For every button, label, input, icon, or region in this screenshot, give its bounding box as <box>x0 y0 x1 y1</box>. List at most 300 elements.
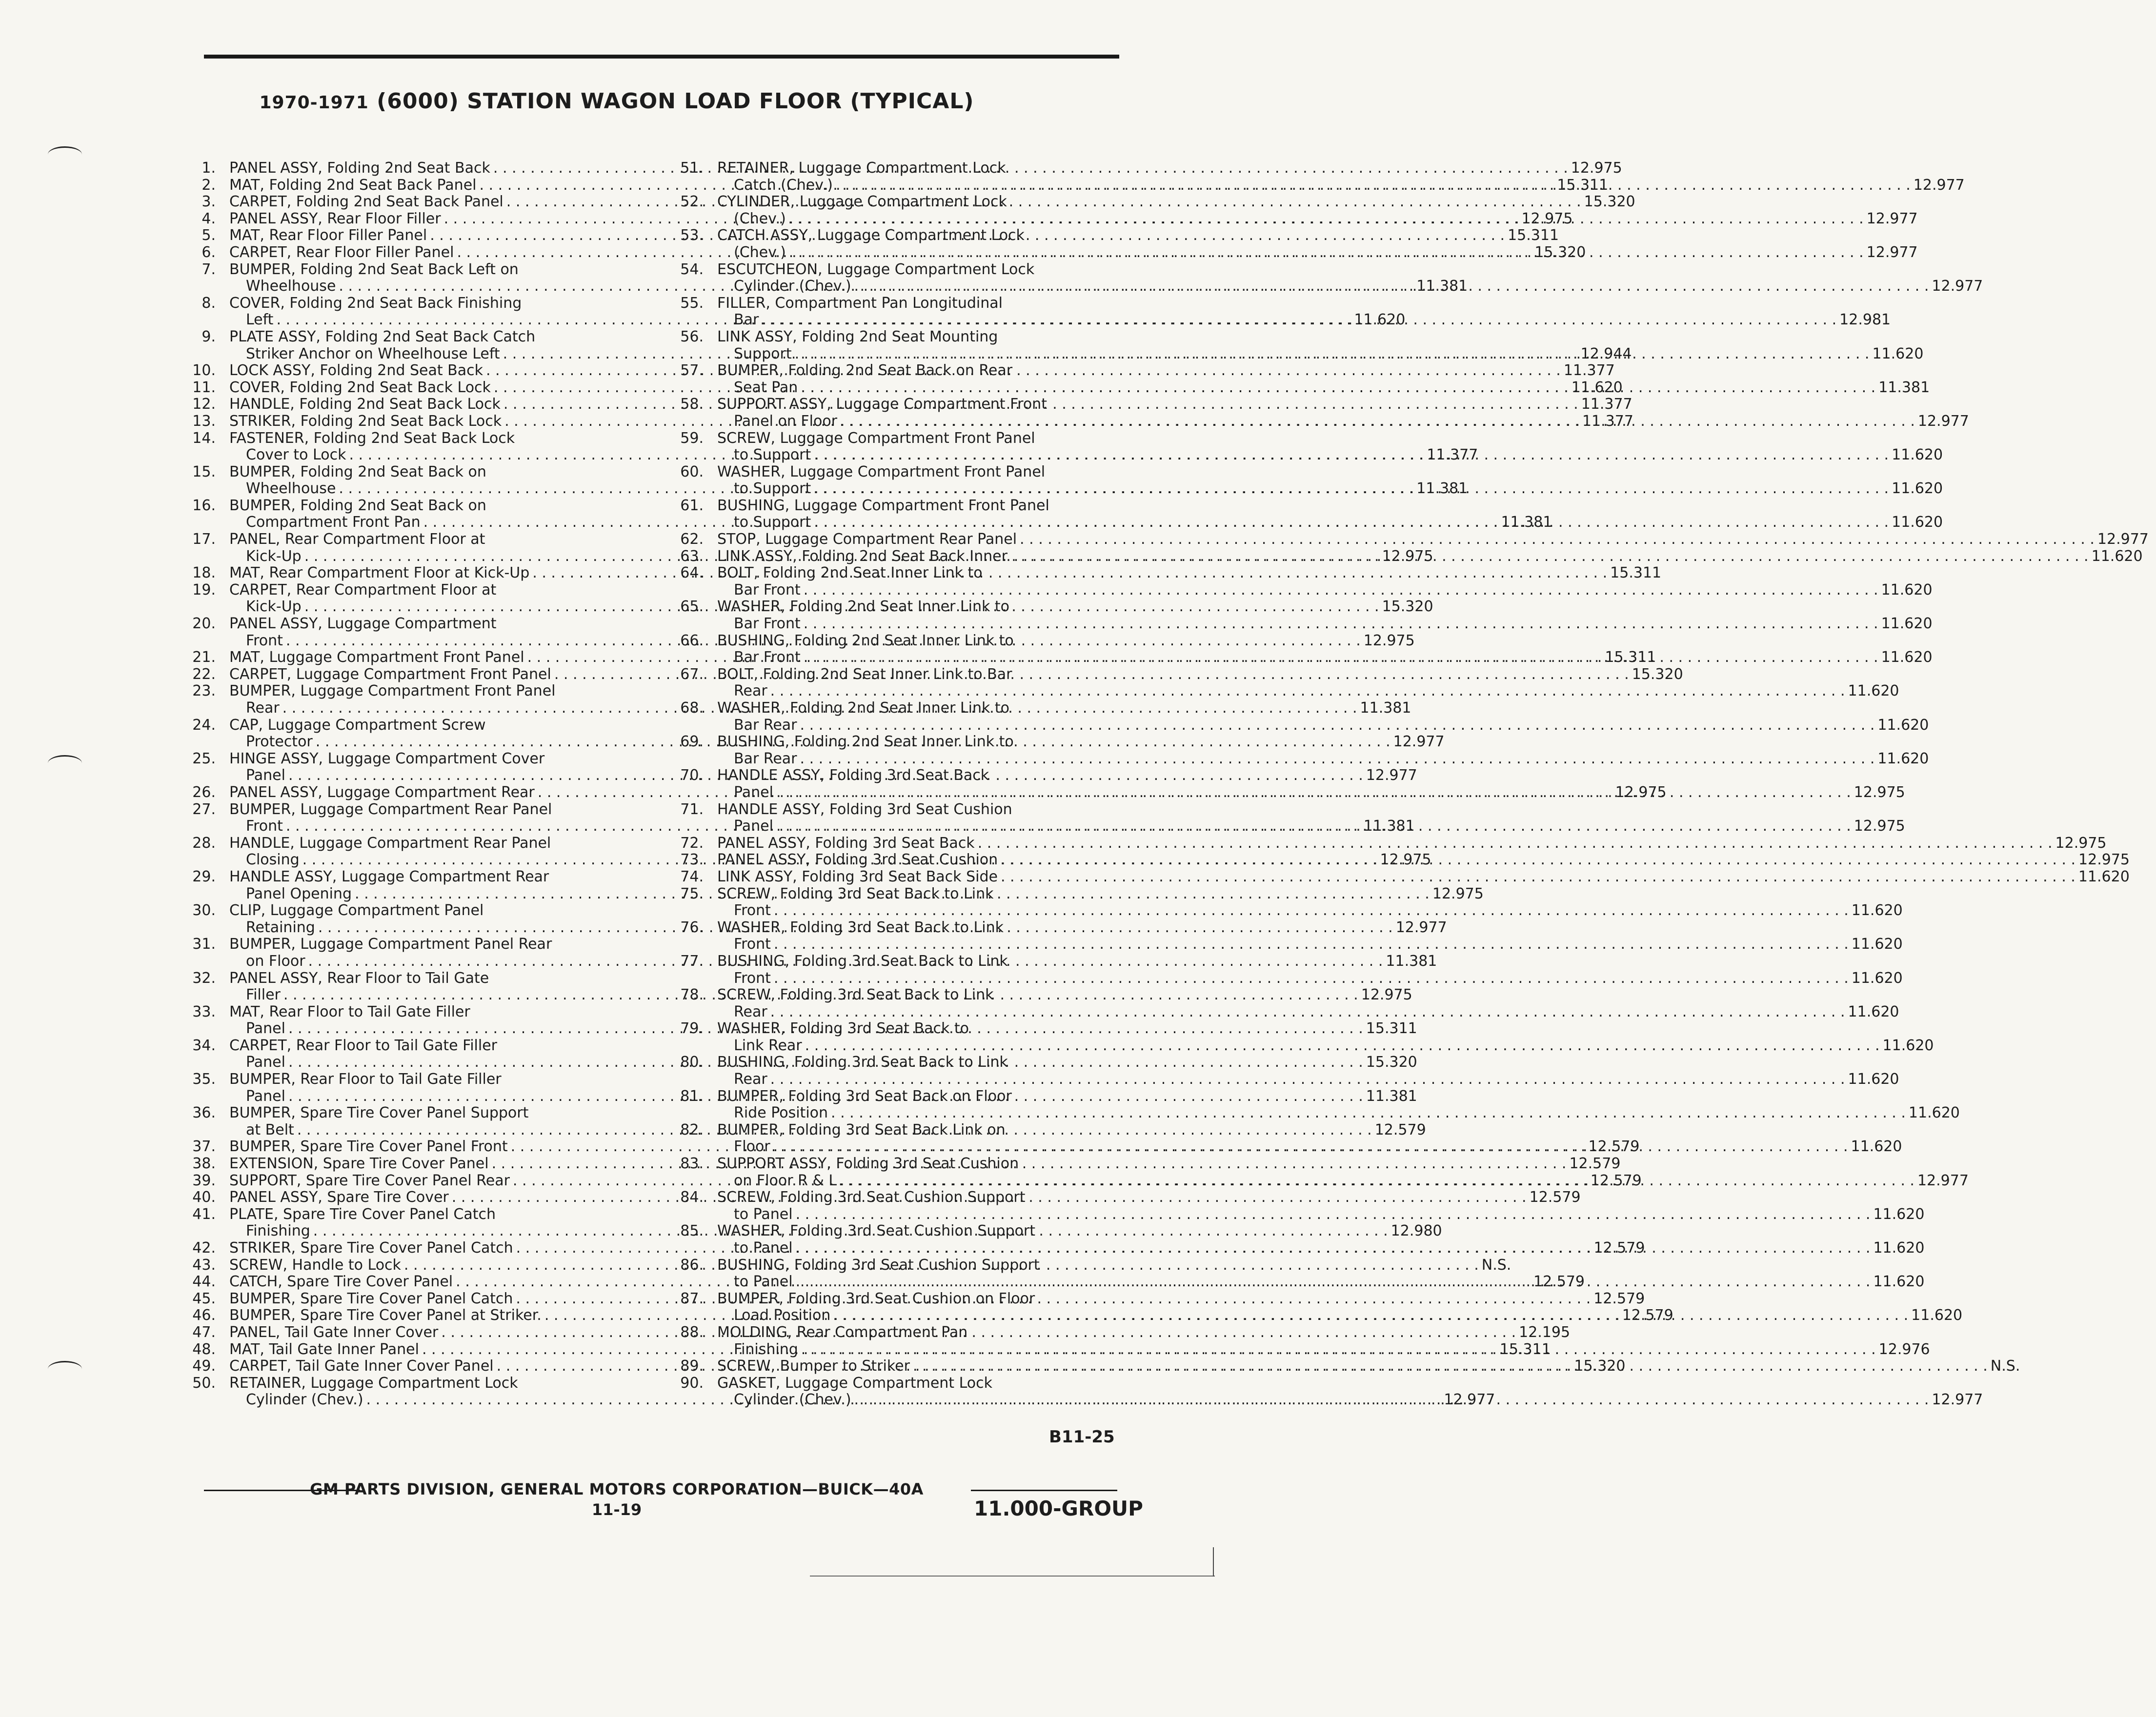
group-number: 12.975 <box>1854 783 1905 801</box>
item-description <box>717 227 1925 261</box>
item-text: HANDLE ASSY, Folding 3rd Seat Back <box>717 767 989 784</box>
item-text: BUSHING, Folding 3rd Seat Back to Link <box>717 1054 1008 1071</box>
item-text: WASHER, Folding 3rd Seat Cushion Support <box>717 1222 1035 1240</box>
group-number: 15.320 <box>1574 1358 1626 1375</box>
item-number: 65. <box>680 598 704 616</box>
item-number: 33. <box>192 1003 216 1020</box>
item-text: BUMPER, Spare Tire Cover Panel Front <box>229 1138 508 1156</box>
item-text: MAT, Tail Gate Inner Panel <box>229 1340 419 1358</box>
item-text: Panel <box>734 783 773 801</box>
dot-leader <box>851 278 1932 295</box>
item-number: 40. <box>192 1189 216 1206</box>
group-number: 12.975 <box>2078 851 2130 869</box>
item-text: on Floor R & L <box>734 1172 837 1189</box>
item-text: LINK ASSY, Folding 2nd Seat Mounting <box>717 328 998 345</box>
item-description-line <box>717 649 1940 666</box>
item-text: SCREW, Folding 3rd Seat Back to Link <box>717 885 994 902</box>
item-description-line <box>717 1375 1990 1392</box>
item-text: Panel <box>246 1054 285 1071</box>
item-description <box>717 498 1950 531</box>
item-number: 29. <box>192 868 216 885</box>
item-description-line <box>717 278 1990 295</box>
parts-list-item <box>673 531 2149 548</box>
group-number: 11.377 <box>1427 446 1478 464</box>
group-number: 15.320 <box>1382 598 1433 616</box>
group-number: 11.381 <box>1363 818 1415 835</box>
item-number: 75. <box>680 885 704 902</box>
item-number: 63. <box>680 547 704 565</box>
item-description-line <box>717 1071 1907 1088</box>
group-number: 11.381 <box>1416 278 1468 295</box>
item-number: 21. <box>192 649 216 666</box>
item-text: SUPPORT ASSY, Folding 3rd Seat Cushion <box>717 1155 1019 1173</box>
item-text: to Support <box>734 480 811 498</box>
item-number: 3. <box>201 193 216 211</box>
item-text: WASHER, Folding 3rd Seat Back to Link <box>717 918 1004 936</box>
group-number: 11.620 <box>1892 514 1943 531</box>
group-number: N.S. <box>1481 1256 1511 1274</box>
item-description-line <box>717 1223 1932 1240</box>
item-description <box>717 362 1937 396</box>
item-text: CARPET, Luggage Compartment Front Panel <box>229 665 551 683</box>
item-text: Front <box>246 818 283 835</box>
item-number: 23. <box>192 682 216 700</box>
dot-leader <box>998 869 2078 886</box>
item-text: EXTENSION, Spare Tire Cover Panel <box>229 1155 489 1173</box>
parts-list-item <box>673 834 2107 852</box>
group-number: 12.579 <box>1374 1121 1426 1138</box>
item-number: 88. <box>680 1323 704 1341</box>
item-number: 44. <box>192 1273 216 1291</box>
item-text: PANEL ASSY, Spare Tire Cover <box>229 1189 449 1206</box>
item-number: 22. <box>192 665 216 683</box>
group-number: 11.620 <box>1851 969 1903 987</box>
parts-list-item <box>673 868 2130 886</box>
item-text: HINGE ASSY, Luggage Compartment Cover <box>229 750 545 767</box>
item-text: BUMPER, Folding 2nd Seat Back on <box>229 497 486 514</box>
item-text: BUMPER, Folding 3rd Seat Back Link on <box>717 1121 1006 1138</box>
item-text: MAT, Rear Compartment Floor at Kick-Up <box>229 564 530 582</box>
dot-leader <box>759 312 1839 329</box>
item-text: PANEL, Rear Compartment Floor at <box>229 531 485 548</box>
item-text: to Panel <box>734 1205 793 1223</box>
group-label: 11.000-GROUP <box>974 1497 1143 1520</box>
item-number: 57. <box>680 362 704 379</box>
item-description-line <box>717 1206 1932 1223</box>
item-text: STRIKER, Folding 2nd Seat Back Lock <box>229 412 502 430</box>
group-number: 11.381 <box>1360 699 1411 717</box>
item-text: RETAINER, Luggage Compartment Lock <box>229 1374 518 1392</box>
item-text: SCREW, Luggage Compartment Front Panel <box>717 429 1035 447</box>
item-description-line <box>717 1088 1967 1105</box>
item-description-line <box>717 211 1925 228</box>
item-text: Retaining <box>246 918 315 936</box>
item-description <box>717 734 1936 767</box>
item-description-line <box>717 1122 1910 1139</box>
item-text: BUMPER, Spare Tire Cover Panel Catch <box>229 1290 513 1307</box>
group-number: 11.620 <box>1877 716 1929 734</box>
dot-leader <box>798 379 1878 397</box>
item-text: at Belt <box>246 1121 294 1138</box>
parts-list-item <box>673 1374 1983 1409</box>
item-text: ESCUTCHEON, Luggage Compartment Lock <box>717 260 1035 278</box>
item-text: to Panel <box>734 1273 793 1291</box>
item-number: 2. <box>201 176 216 194</box>
item-description-line <box>717 751 1936 768</box>
item-text: BOLT, Folding 2nd Seat Inner Link to Bar <box>717 665 1012 683</box>
item-text: Front <box>734 936 771 953</box>
item-text: SCREW, Folding 3rd Seat Cushion Support <box>717 1189 1026 1206</box>
item-description <box>717 329 1931 362</box>
item-number: 32. <box>192 969 216 987</box>
item-text: Cylinder (Chev.) <box>734 1391 851 1409</box>
item-description-line <box>717 666 1907 683</box>
item-text: Front <box>734 969 771 987</box>
dot-leader <box>1011 548 2092 565</box>
group-number: 12.977 <box>1444 1391 1495 1409</box>
group-number: 15.311 <box>1610 564 1662 582</box>
item-text: PANEL, Tail Gate Inner Cover <box>229 1323 439 1341</box>
group-number: 11.620 <box>1877 750 1929 767</box>
item-description <box>717 767 1913 801</box>
group-number: 12.975 <box>1382 547 1433 565</box>
item-number: 30. <box>192 902 216 919</box>
item-description <box>717 396 1976 430</box>
item-description-line <box>717 1173 1976 1190</box>
item-description-line <box>717 970 1910 987</box>
item-text: BUMPER, Folding 2nd Seat Back on <box>229 463 486 480</box>
item-text: PANEL ASSY, Rear Floor to Tail Gate <box>229 969 489 987</box>
item-description-line <box>717 1392 1990 1409</box>
item-description-line <box>717 177 1972 194</box>
group-number: 11.620 <box>1881 615 1933 633</box>
item-number: 87. <box>680 1290 704 1307</box>
dot-leader <box>793 1206 1874 1223</box>
group-number: 11.620 <box>2078 868 2130 885</box>
item-number: 85. <box>680 1222 704 1240</box>
item-number: 76. <box>680 918 704 936</box>
group-number: 15.320 <box>1632 665 1683 683</box>
item-description-line <box>717 447 1950 464</box>
item-description-line <box>717 160 1972 177</box>
item-text: Front <box>734 902 771 919</box>
group-number: 12.579 <box>1593 1290 1645 1307</box>
binder-mark <box>48 1361 82 1377</box>
dot-leader <box>801 649 1881 666</box>
item-description-line <box>717 1307 1970 1324</box>
group-number: 12.975 <box>1432 885 1484 902</box>
dot-leader <box>793 1240 1874 1257</box>
item-number: 48. <box>192 1340 216 1358</box>
dot-leader <box>786 211 1867 228</box>
item-number: 26. <box>192 783 216 801</box>
item-number: 55. <box>680 294 704 312</box>
item-description-line <box>717 514 1950 531</box>
item-text: Bar <box>734 311 759 329</box>
item-number: 38. <box>192 1155 216 1173</box>
item-text: Link Rear <box>734 1037 802 1054</box>
group-number: 12.977 <box>1917 1172 1969 1189</box>
item-text: PANEL ASSY, Rear Floor Filler <box>229 210 441 227</box>
item-text: CATCH, Spare Tire Cover Panel <box>229 1273 453 1291</box>
item-text: RETAINER, Luggage Compartment Lock <box>717 160 1006 177</box>
item-text: Protector <box>246 733 313 751</box>
item-text: BUMPER, Luggage Compartment Panel Rear <box>229 936 552 953</box>
group-number: 12.977 <box>1395 918 1447 936</box>
item-text: PANEL ASSY, Folding 3rd Seat Cushion <box>717 851 998 869</box>
item-description <box>717 1054 1907 1088</box>
item-number: 14. <box>192 429 216 447</box>
item-text: SUPPORT, Spare Tire Cover Panel Rear <box>229 1172 510 1189</box>
dot-leader <box>793 1274 1874 1291</box>
item-text: SCREW, Bumper to Striker <box>717 1358 910 1375</box>
item-text: MAT, Rear Floor Filler Panel <box>229 227 427 244</box>
item-number: 7. <box>201 260 216 278</box>
item-number: 69. <box>680 733 704 751</box>
item-text: LINK ASSY, Folding 2nd Seat Back Inner. <box>717 547 1011 565</box>
item-description <box>717 801 1913 835</box>
item-description-line <box>717 919 1910 937</box>
item-text: CAP, Luggage Compartment Screw <box>229 716 486 734</box>
dot-leader <box>802 1038 1883 1055</box>
dot-leader <box>851 1392 1932 1409</box>
item-number: 61. <box>680 497 704 514</box>
item-text: CATCH ASSY, Luggage Compartment Lock <box>717 227 1025 244</box>
dot-leader <box>767 683 1848 700</box>
group-number: N.S. <box>1990 1358 2020 1375</box>
group-number: 11.620 <box>1882 1037 1934 1054</box>
item-number: 24. <box>192 716 216 734</box>
item-description-line <box>717 1020 1941 1038</box>
page-number: 11-19 <box>591 1500 642 1519</box>
group-number: 12.975 <box>1363 632 1415 649</box>
item-description <box>717 548 2150 565</box>
group-number: 12.977 <box>1932 278 1983 295</box>
group-number: 11.620 <box>1873 1239 1925 1257</box>
item-text: WASHER, Folding 2nd Seat Inner Link to <box>717 598 1010 616</box>
item-description-line <box>717 852 2137 869</box>
item-text: WASHER, Folding 3rd Seat Back to <box>717 1020 969 1038</box>
group-number: 12.977 <box>1393 733 1445 751</box>
item-text: CARPET, Rear Compartment Floor at <box>229 581 497 599</box>
item-number: 58. <box>680 396 704 413</box>
item-description <box>717 599 1940 632</box>
item-text: CLIP, Luggage Compartment Panel <box>229 902 484 919</box>
item-description-line <box>717 835 2114 852</box>
item-description-line <box>717 396 1976 413</box>
item-text: Panel <box>734 818 773 835</box>
item-text: Seat Pan <box>734 379 798 396</box>
page-title <box>0 89 1233 114</box>
item-text: BUMPER, Spare Tire Cover Panel at Striker. <box>229 1307 542 1324</box>
item-description <box>717 531 2156 548</box>
item-number: 56. <box>680 328 704 345</box>
item-description-line <box>717 700 1936 717</box>
bottom-rule-edge <box>1213 1547 1214 1577</box>
item-text: PLATE ASSY, Folding 2nd Seat Back Catch <box>229 328 536 345</box>
title-main: (6000) STATION WAGON LOAD FLOOR (TYPICAL) <box>377 89 974 114</box>
dot-leader <box>797 717 1878 734</box>
parts-list-item <box>673 851 2130 869</box>
group-number: 12.579 <box>1593 1239 1645 1257</box>
item-text: Finishing <box>734 1340 798 1358</box>
dot-leader <box>998 852 2078 869</box>
dot-leader <box>767 1004 1848 1021</box>
item-description <box>717 160 1972 194</box>
group-number: 11.620 <box>1873 1205 1925 1223</box>
dot-leader <box>837 413 1918 430</box>
item-description-line <box>717 1291 1970 1308</box>
item-text: PANEL ASSY, Luggage Compartment Rear <box>229 783 535 801</box>
item-number: 71. <box>680 800 704 818</box>
item-text: (Chev.) <box>734 210 786 227</box>
item-number: 20. <box>192 615 216 633</box>
item-text: MOLDING, Rear Compartment Pan <box>717 1323 968 1341</box>
item-number: 42. <box>192 1239 216 1257</box>
dot-leader <box>773 818 1854 835</box>
item-number: 70. <box>680 767 704 784</box>
item-number: 35. <box>192 1071 216 1088</box>
group-number: 12.981 <box>1839 311 1891 329</box>
group-number: 11.620 <box>1908 1104 1960 1122</box>
item-text: BUSHING, Folding 3rd Seat Cushion Support <box>717 1256 1040 1274</box>
dot-leader <box>801 582 1881 599</box>
group-number: 12.977 <box>1866 243 1918 261</box>
item-description <box>717 1088 1967 1122</box>
item-text: Load Position <box>734 1307 831 1324</box>
item-description <box>717 1324 1937 1358</box>
item-text: CYLINDER, Luggage Compartment Lock <box>717 193 1007 211</box>
item-text: BUMPER, Folding 2nd Seat Back Left on <box>229 260 519 278</box>
dot-leader <box>828 1105 1909 1122</box>
item-description-line <box>717 1341 1937 1358</box>
item-number: 64. <box>680 564 704 582</box>
dot-leader <box>830 1307 1911 1324</box>
item-description-line <box>717 244 1925 261</box>
group-number: 15.320 <box>1534 243 1586 261</box>
item-description <box>717 194 1925 227</box>
item-description-line <box>717 1105 1967 1122</box>
item-description-line <box>717 717 1936 734</box>
item-number: 78. <box>680 986 704 1004</box>
group-number: 12.195 <box>1519 1323 1571 1341</box>
item-number: 49. <box>192 1358 216 1375</box>
item-description-line <box>717 1257 1932 1274</box>
item-text: BUMPER, Luggage Compartment Rear Panel <box>229 800 552 818</box>
item-description-line <box>717 464 1950 481</box>
item-text: Striker Anchor on Wheelhouse Left <box>246 345 500 362</box>
item-text: Left <box>246 311 274 329</box>
item-text: Cover to Lock <box>246 446 346 464</box>
item-number: 54. <box>680 260 704 278</box>
item-description-line <box>717 902 1910 919</box>
item-text: Panel <box>246 1087 285 1105</box>
item-description-line <box>717 329 1931 346</box>
group-number: 11.620 <box>1851 902 1903 919</box>
item-number: 90. <box>680 1374 704 1392</box>
group-number: 11.620 <box>1848 1003 1899 1020</box>
item-description-line <box>717 767 1913 784</box>
item-number: 34. <box>192 1037 216 1054</box>
item-description-line <box>717 346 1931 363</box>
item-description <box>717 295 1898 329</box>
group-number: 12.977 <box>1917 412 1969 430</box>
item-description <box>717 1156 1976 1189</box>
top-rule <box>204 55 1119 59</box>
item-text: Bar Rear <box>734 750 797 767</box>
item-number: 60. <box>680 463 704 480</box>
group-number: 12.944 <box>1580 345 1632 362</box>
item-number: 5. <box>201 227 216 244</box>
item-description-line <box>717 548 2150 565</box>
item-text: LINK ASSY, Folding 3rd Seat Back Side <box>717 868 998 885</box>
item-description-line <box>717 953 1910 970</box>
item-number: 52. <box>680 193 704 211</box>
item-number: 50. <box>192 1374 216 1392</box>
item-description-line <box>717 531 2156 548</box>
item-description-line <box>717 1358 2049 1375</box>
group-number: 11.377 <box>1581 396 1632 413</box>
item-description-line <box>717 194 1925 211</box>
group-number: 11.381 <box>1878 379 1930 396</box>
dot-leader <box>798 1341 1879 1358</box>
item-text: BUMPER, Folding 2nd Seat Back on Rear <box>717 362 1013 379</box>
item-number: 82. <box>680 1121 704 1138</box>
group-number: 15.311 <box>1499 1340 1551 1358</box>
item-description <box>717 1020 1941 1054</box>
item-text: CARPET, Folding 2nd Seat Back Panel <box>229 193 504 211</box>
item-number: 43. <box>192 1256 216 1274</box>
item-text: (Chev.) <box>734 243 786 261</box>
item-number: 72. <box>680 834 704 852</box>
item-description <box>717 700 1936 734</box>
group-number: 11.620 <box>1851 1138 1902 1156</box>
item-description-line <box>717 1054 1907 1071</box>
group-number: 11.381 <box>1366 1087 1417 1105</box>
item-text: FASTENER, Folding 2nd Seat Back Lock <box>229 429 515 447</box>
item-description-line <box>717 936 1910 953</box>
item-description-line <box>717 683 1907 700</box>
group-number: 11.620 <box>1892 446 1943 464</box>
binder-mark <box>48 146 82 162</box>
item-number: 84. <box>680 1189 704 1206</box>
item-text: Ride Position <box>734 1104 828 1122</box>
group-number: 15.311 <box>1508 227 1559 244</box>
item-text: to Support <box>734 514 811 531</box>
item-text: CARPET, Rear Floor to Tail Gate Filler <box>229 1037 497 1054</box>
item-text: HANDLE, Folding 2nd Seat Back Lock <box>229 396 501 413</box>
group-number: 11.620 <box>2091 547 2143 565</box>
item-text: HANDLE ASSY, Luggage Compartment Rear <box>229 868 549 885</box>
dot-leader <box>811 447 1892 464</box>
item-description <box>717 464 1950 498</box>
item-text: Rear <box>734 1003 767 1020</box>
reference-code: B11-25 <box>1049 1427 1115 1447</box>
group-number: 15.311 <box>1605 649 1656 666</box>
item-number: 83. <box>680 1155 704 1173</box>
item-description <box>717 1122 1910 1156</box>
item-text: Floor <box>734 1138 770 1156</box>
item-text: BUMPER, Luggage Compartment Front Panel <box>229 682 556 700</box>
group-number: 11.620 <box>1881 581 1933 599</box>
item-text: Panel <box>246 767 285 784</box>
item-number: 86. <box>680 1256 704 1274</box>
group-number: 15.320 <box>1584 193 1635 211</box>
item-description-line <box>717 1274 1932 1291</box>
item-description-line <box>717 430 1950 447</box>
group-number: 12.579 <box>1569 1155 1621 1173</box>
item-text: Cylinder (Chev.) <box>734 278 851 295</box>
